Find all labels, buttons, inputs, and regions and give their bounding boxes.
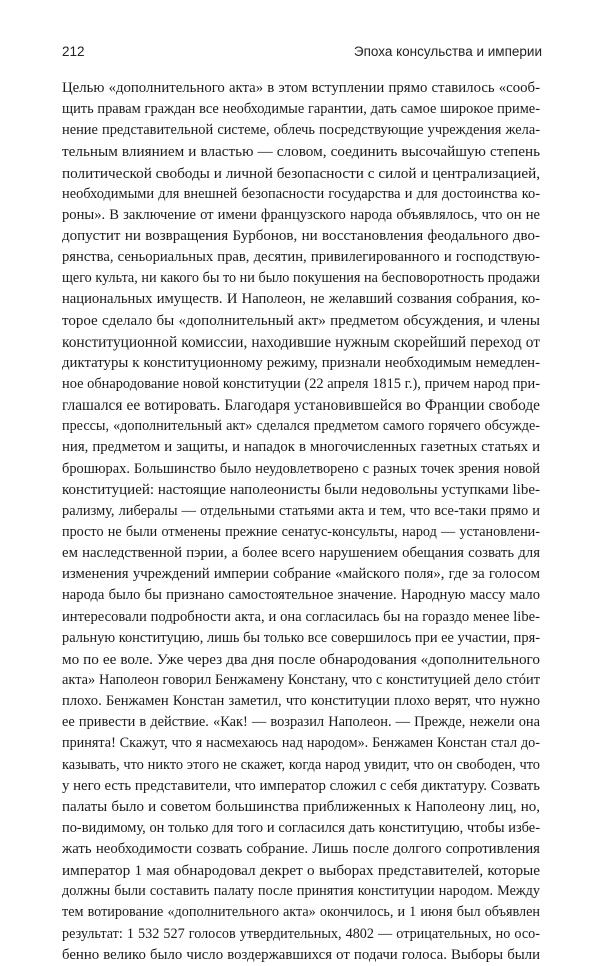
text-line: конституцией: настоящие наполеонисты были недовольны уступками libe- <box>62 481 540 498</box>
text-line: щего культа, ни какого бы то ни было покушения на бесповоротность продажи <box>62 270 540 287</box>
text-line: роны». В заключение от имени французского народа объявлялось, что он не <box>62 206 540 223</box>
text-line: просто не были отменены прежние сенатус-консульты, народ — установлени- <box>62 523 540 540</box>
text-line: результат: 1 532 527 голосов утвердительных, 4802 — отрицательных, но осо- <box>62 925 540 942</box>
text-line: национальных имуществ. И Наполеон, не желавший созвания собрания, ко- <box>62 291 540 308</box>
text-line: рализму, либералы — отдельными статьями акта и тем, что все-таки прямо и <box>62 502 540 519</box>
text-line: казывать, что никто этого не скажет, когда народ увидит, что он свободен, что <box>62 756 540 773</box>
text-line: политической свободы и личной безопасности с силой и централизацией, <box>62 164 540 182</box>
text-line: палаты было и советом большинства приближенных к Наполеону лиц, но, <box>62 798 540 815</box>
body-paragraph <box>62 78 540 966</box>
text-line: бенно велико было число воздержавшихся от подачи голоса. Выборы были <box>62 946 540 963</box>
chapter-title: Эпоха консульства и империи <box>353 44 542 59</box>
text-line: акта» Наполеон говорил Бенжамену Констану, что с конституцией дело стóит <box>62 671 540 688</box>
text-line: принята! Скажут, что я насмехаюсь над народом». Бенжамен Констан стал до- <box>62 735 540 752</box>
text-line: брошюрах. Большинство было неудовлетворено с разных точек зрения новой <box>62 460 540 477</box>
text-line: прессы, «дополнительный акт» сделался предметом самого горячего обсужде- <box>62 418 540 435</box>
text-line: император 1 мая обнародовал декрет о выборах представителей, которые <box>62 862 540 880</box>
text-line: народа было бы признано самостоятельное значение. Народную массу мало <box>62 587 540 604</box>
text-line: щить правам граждан все необходимые гарантии, дать самое широкое приме- <box>62 101 540 118</box>
text-line: ральную конституцию, лишь бы только все совершилось при ее участии, пря- <box>62 629 540 646</box>
text-line: тельным влиянием и властью — словом, соединить высочайшую степень <box>62 143 540 161</box>
text-line: рянства, сеньориальных прав, десятин, привилегированного и господствую- <box>62 249 540 266</box>
text-line: конституционной комиссии, находившие нужным скорейший переход от <box>62 333 540 351</box>
text-line: ее привести в действие. «Как! — возразил Наполеон. — Прежде, нежели она <box>62 714 540 731</box>
running-head <box>62 44 542 64</box>
text-line: глашался ее вотировать. Благодаря установившейся во Франции свободе <box>62 397 540 415</box>
page-number: 212 <box>62 44 85 59</box>
text-line: Целью «дополнительного акта» в этом вступлении прямо ставилось «сооб- <box>62 80 540 96</box>
text-line: торое сделало бы «дополнительный акт» предметом обсуждения, и члены <box>62 312 540 329</box>
text-line: плохо. Бенжамен Констан заметил, что конституции плохо верят, что нужно <box>62 693 540 710</box>
text-line: ем наследственной пэрии, а более всего нарушением обещания созвать для <box>62 545 540 562</box>
text-line: изменения учреждений империи собрание «майского поля», где за голосом <box>62 566 540 583</box>
text-line: по-видимому, он только для того и согласился дать конституцию, чтобы избе- <box>62 819 540 836</box>
text-line: жать необходимости созвать собрание. Лишь после долгого сопротивления <box>62 841 540 858</box>
text-line: у него есть представители, что император сложил с себя диктатуру. Созвать <box>62 777 540 794</box>
text-line: должны были составить палату после принятия конституции народом. Между <box>62 883 540 900</box>
text-line: ния, предметом и защиты, и нападок в многочисленных газетных статьях и <box>62 439 540 456</box>
text-line: допустит ни возвращения Бурбонов, ни восстановления феодального дво- <box>62 227 540 244</box>
text-line: нение представительной системе, облечь посредствующие учреждения жела- <box>62 122 540 139</box>
text-line: диктатуры к конституционному режиму, признали необходимым немедлен- <box>62 354 540 371</box>
text-line: необходимыми для внешней безопасности государства и для достоинства ко- <box>62 185 540 202</box>
text-line: интересовали подробности акта, и она согласилась бы на гораздо менее libe- <box>62 608 540 625</box>
text-line: ное обнародование новой конституции (22 апреля 1815 г.), причем народ при- <box>62 375 540 392</box>
text-line: мо по ее воле. Уже через два дня после обнародования «дополнительного <box>62 650 540 668</box>
text-line: тем вотирование «дополнительного акта» окончилось, и 1 июня был объявлен <box>62 904 540 921</box>
